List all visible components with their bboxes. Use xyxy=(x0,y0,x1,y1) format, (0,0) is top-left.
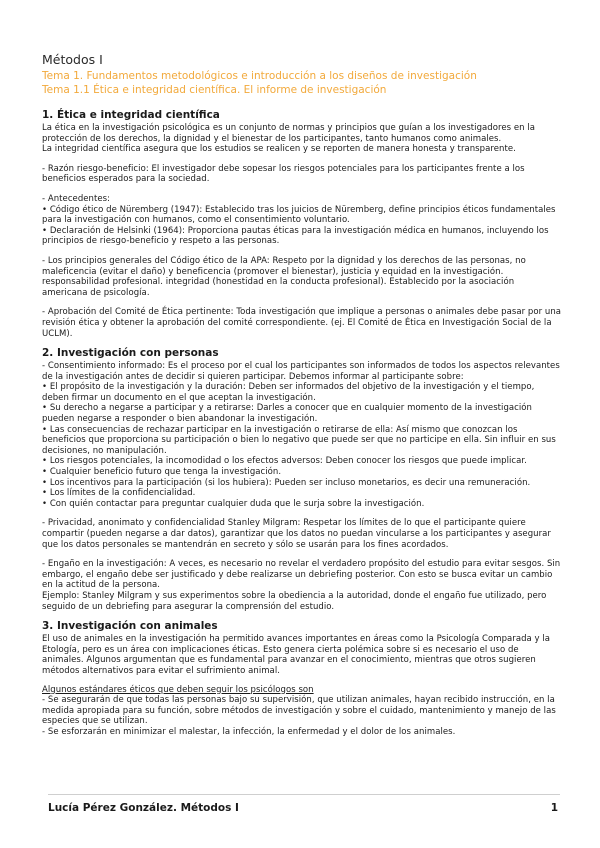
subheading-standards: Algunos estándares éticos que deben seguir los psicólogos son xyxy=(42,684,314,695)
list-item: • Los incentivos para la participación (si los hubiera): Pueden ser incluso monetarios, es decir una remuneración. xyxy=(42,477,531,488)
list-item: • Los límites de la confidencialidad. xyxy=(42,488,196,499)
paragraph: - Privacidad, anonimato y confidencialidad Stanley Milgram: Respetar los límites de lo que el participante quiere compartir (pueden negarse a dar datos), garantizar que los datos no puedan vincularse a los participantes y asegurar que los datos personales se mantendrán en secreto y sólo se usarán para los fines acordados. xyxy=(42,518,551,550)
page-content xyxy=(42,52,562,738)
list-item: - Se esforzarán en minimizar el malestar, la infección, la enfermedad y el dolor de los animales. xyxy=(42,726,456,737)
section-heading-people: 2. Investigación con personas xyxy=(42,347,219,360)
section-heading-ethics: 1. Ética e integridad científica xyxy=(42,109,220,121)
footer-divider xyxy=(48,794,560,795)
paragraph: - Los principios generales del Código ético de la APA: Respeto por la dignidad y los derechos de las personas, no maleficencia (evitar el daño) y beneficencia (promover el bienestar), justicia y equidad en la investigación. responsabilidad profesional. integridad (honestidad en la conducta profesional). Establecido por la asociación americana de psicología. xyxy=(42,255,526,298)
paragraph: - Antecedentes: xyxy=(42,193,111,204)
subtopic-title: Tema 1.1 Ética e integridad científica. El informe de investigación xyxy=(42,84,387,96)
list-item: • Las consecuencias de rechazar participar en la investigación o retirarse de ella: Así mismo que conozcan los beneficios que proporciona su participación o bien lo negativo que puede ser que no participe en ella. Sin influir en sus decisiones, no manipulación. xyxy=(42,424,556,456)
paragraph: El uso de animales en la investigación ha permitido avances importantes en áreas como la Psicología Comparada y la Etología, pero es un área con implicaciones éticas. Esto genera cierta polémica sobre si es necesario el uso de animales. Algunos argumentan que es fundamental para avanzar en el conocimiento, mientras que otros sugieren métodos alternativos para evitar el sufrimiento animal. xyxy=(42,634,551,676)
paragraph: La ética en la investigación psicológica es un conjunto de normas y principios que guían a los investigadores en la protección de los derechos, la dignidad y el bienestar de los participantes, tanto humanos como animales. xyxy=(42,123,536,144)
list-item: • Código ético de Nüremberg (1947): Establecido tras los juicios de Nüremberg, define principios éticos fundamentales para la investigación con humanos, como el consentimiento voluntario. xyxy=(42,204,556,226)
list-item: • Su derecho a negarse a participar y a retirarse: Darles a conocer que en cualquier momento de la investigación pueden negarse a responder o bien abandonar la investigación. xyxy=(42,403,532,425)
paragraph: La integridad científica asegura que los estudios se realicen y se reporten de manera honesta y transparente. xyxy=(42,144,516,155)
list-item: • Cualquier beneficio futuro que tenga la investigación. xyxy=(42,467,282,478)
list-item: • Con quién contactar para preguntar cualquier duda que le surja sobre la investigación. xyxy=(42,498,425,509)
list-item: • Los riesgos potenciales, la incomodidad o los efectos adversos: Deben conocer los riesgos que puede implicar. xyxy=(42,456,527,467)
footer-author: Lucía Pérez González. Métodos I xyxy=(48,802,239,814)
page-footer xyxy=(48,794,558,814)
paragraph: - Engaño en la investigación: A veces, es necesario no revelar el verdadero propósito del estudio para evitar sesgos. Sin embargo, el engaño debe ser justificado y debe realizarse un debriefing posterior. Con esto se busca evitar un cambio en la actitud de la persona. xyxy=(42,559,561,591)
section-heading-animals: 3. Investigación con animales xyxy=(42,620,218,633)
paragraph: - Consentimiento informado: Es el proceso por el cual los participantes son informados de todos los aspectos relevantes de la investigación antes de decidir si quieren participar. Debemos informar al participante sobre: xyxy=(42,361,560,382)
footer-row xyxy=(48,802,558,814)
document-title: Métodos I xyxy=(42,52,103,67)
paragraph: - Aprobación del Comité de Ética pertinente: Toda investigación que implique a personas o animales debe pasar por una revisión ética y obtener la aprobación del comité correspondiente. (ej. El Comité de Ética en Investigación Social de la UCLM). xyxy=(42,307,562,339)
list-item: - Se asegurarán de que todas las personas bajo su supervisión, que utilizan animales, hayan recibido instrucción, en la medida apropiada para su función, sobre métodos de investigación y sobre el cuidado, mantenimiento y manejo de las especies que se utilizan. xyxy=(42,695,556,727)
topic-title: Tema 1. Fundamentos metodológicos e introducción a los diseños de investigación xyxy=(42,70,477,82)
list-item: • El propósito de la investigación y la duración: Deben ser informados del objetivo de la investigación y el tiempo, deben firmar un documento en el que aceptan la investigación. xyxy=(42,382,535,403)
paragraph: - Razón riesgo-beneficio: El investigador debe sopesar los riesgos potenciales para los participantes frente a los beneficios esperados para la sociedad. xyxy=(42,163,525,185)
page-number: 1 xyxy=(550,802,558,814)
paragraph: Ejemplo: Stanley Milgram y sus experimentos sobre la obediencia a la autoridad, donde el engaño fue utilizado, pero seguido de un debriefing para asegurar la comprensión del estudio. xyxy=(42,590,547,612)
list-item: • Declaración de Helsinki (1964): Proporciona pautas éticas para la investigación médica en humanos, incluyendo los principios de riesgo-beneficio y respeto a las personas. xyxy=(42,225,549,247)
